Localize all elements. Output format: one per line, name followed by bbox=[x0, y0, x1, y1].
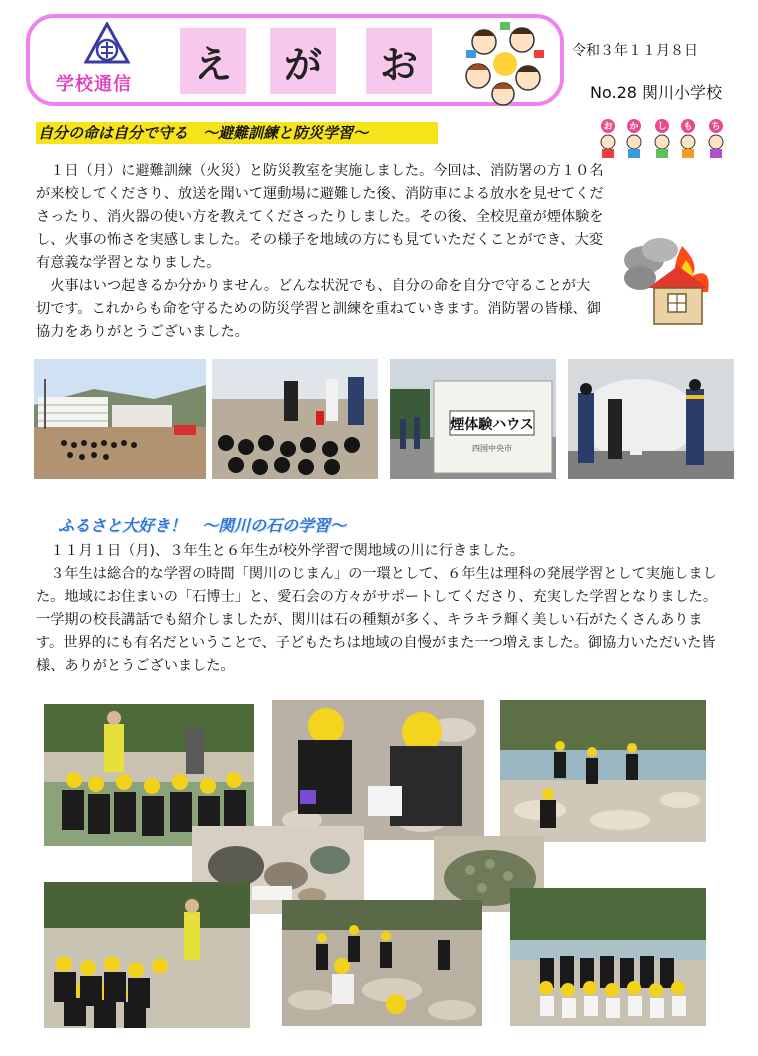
photo-students-on-rocks bbox=[282, 900, 482, 1026]
section2-title: ふるさと大好き！ ～関川の石の学習～ bbox=[58, 516, 347, 535]
newsletter-label: 学校通信 bbox=[56, 74, 132, 95]
tent-sign-text: 煙体験ハウス bbox=[450, 417, 534, 433]
photo-river-group-listening bbox=[44, 704, 254, 846]
okashimochi-char-2: か bbox=[629, 122, 639, 132]
title-char-1: え bbox=[180, 28, 246, 94]
section1-title: 自分の命は自分で守る ～避難訓練と防災学習～ bbox=[36, 122, 438, 144]
issue-number: No.28 関川小学校 bbox=[590, 83, 723, 102]
okashimochi-char-3: し bbox=[657, 122, 667, 132]
tent-sign-subtext: 四国中央市 bbox=[472, 444, 512, 453]
title-char-3: お bbox=[366, 28, 432, 94]
section2-paragraph-2: ３年生は総合的な学習の時間「関川のじまん」の一環として、６年生は理科の発展学習として実施しました。地域にお住まいの「石博士」と、愛石会の方々がサポートしてくださり、充実した学習となりました。一学期の校長講話でも紹介しましたが、関川は石の種類が多く、キラキラ輝く美しい石がたくさんあります。世界的にも有名だということで、子どもたちは地域の自慢がまた一つ増えました。御協力いただいた皆様、ありがとうございました。 bbox=[36, 566, 718, 674]
photo-riverbank-activity bbox=[500, 700, 706, 842]
school-emblem-icon bbox=[84, 22, 130, 68]
photo-class-group-portrait bbox=[510, 888, 706, 1026]
title-char-2: が bbox=[270, 28, 336, 94]
photo-fire-extinguisher-demo bbox=[212, 359, 378, 479]
okashimochi-illustration bbox=[596, 118, 736, 160]
children-illustration bbox=[456, 14, 554, 110]
section1-paragraph-1: １日（月）に避難訓練（火災）と防災教室を実施しました。今回は、消防署の方１０名が来校してくださり、放送を聞いて運動場に避難した後、消防車による放水を見せてくださったり、消火器の使い方を教えてくださったりしました。その後、全校児童が煙体験をし、火事の怖さを実感しました。その様子を地域の方にも見ていただくことができ、大変有意義な学習となりました。 bbox=[36, 163, 604, 271]
section2-body bbox=[36, 540, 726, 678]
photo-evacuation-schoolyard bbox=[34, 359, 206, 479]
section1-body bbox=[36, 160, 604, 344]
issue-date: 令和３年１１月８日 bbox=[572, 43, 698, 59]
okashimochi-char-5: ち bbox=[711, 122, 721, 132]
section1-paragraph-2: 火事はいつ起きるか分かりません。どんな状況でも、自分の命を自分で守ることが大切です。これからも命を守るための防災学習と訓練を重ねていきます。消防署の皆様、御協力をありがとうございました。 bbox=[36, 278, 601, 340]
photo-smoke-house-tent bbox=[390, 359, 556, 479]
okashimochi-char-4: も bbox=[683, 122, 693, 132]
photo-firefighters-smoke bbox=[568, 359, 734, 479]
house-fire-illustration bbox=[622, 236, 722, 328]
section2-paragraph-1: １１月１日（月)、３年生と６年生が校外学習で関地域の川に行きました。 bbox=[50, 543, 524, 559]
okashimochi-char-1: お bbox=[603, 122, 613, 132]
photo-students-examining-stones bbox=[272, 700, 484, 840]
photo-group-riverside-seated bbox=[44, 882, 250, 1028]
